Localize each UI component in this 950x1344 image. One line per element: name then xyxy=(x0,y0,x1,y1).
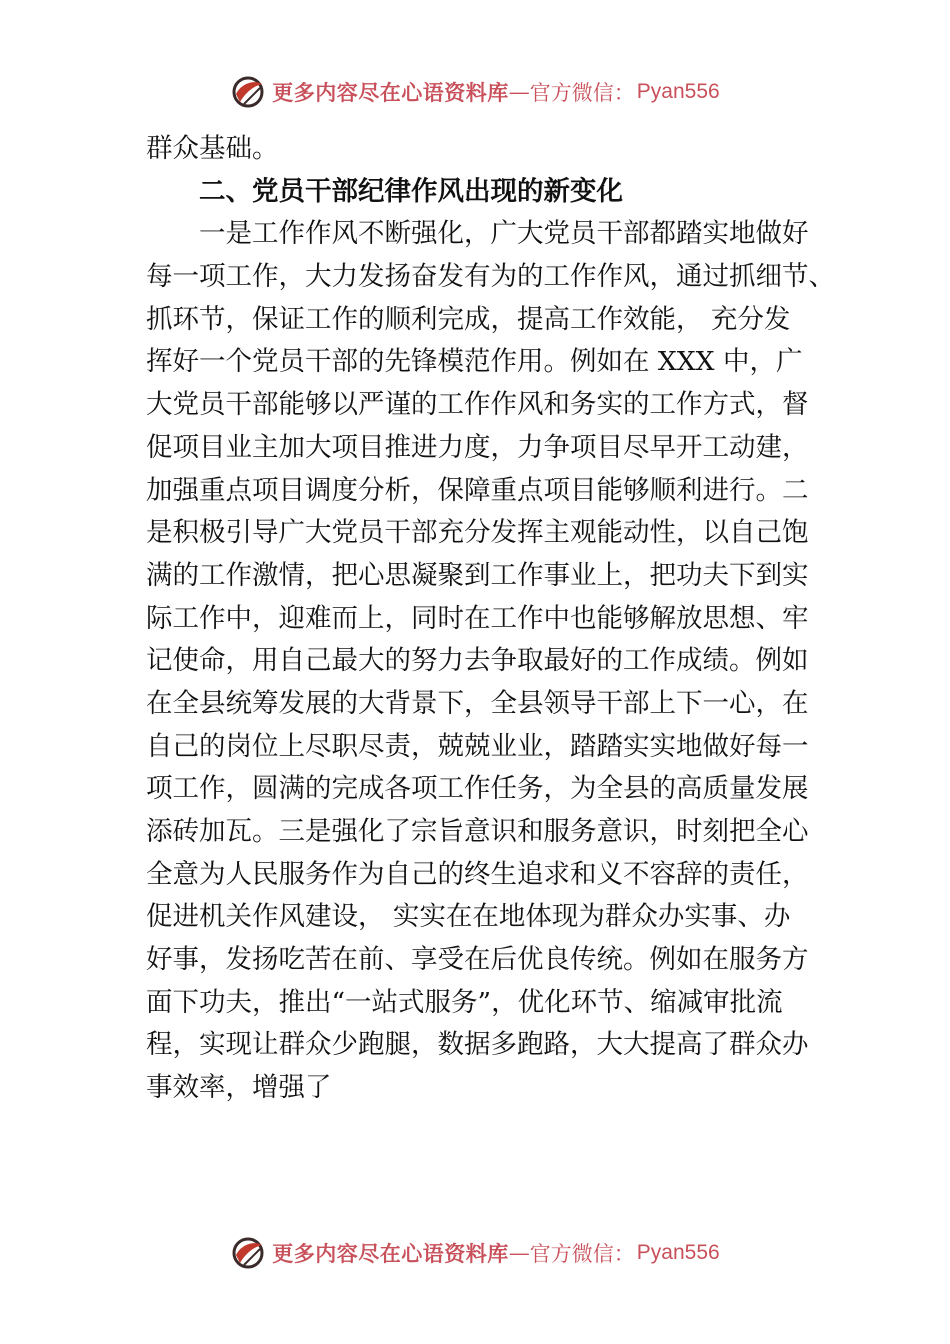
text-line: 程，实现让群众少跑腿，数据多跑路，大大提高了群众办 xyxy=(146,1029,809,1061)
banner-dash: — xyxy=(508,1241,530,1265)
text-line: 在全县统筹发展的大背景下，全县领导干部上下一心，在 xyxy=(146,687,809,719)
text-line: 大党员干部能够以严谨的工作作风和务实的工作方式，督 xyxy=(146,389,809,421)
banner-wechat-id: Pyan556 xyxy=(636,1241,720,1264)
section-heading: 二、党员干部纪律作风出现的新变化 xyxy=(199,175,623,207)
header-banner xyxy=(0,72,950,112)
text-line: 全意为人民服务作为自己的终生追求和义不容辞的责任， xyxy=(146,858,809,890)
text-line: 群众基础。 xyxy=(146,133,279,164)
text-line: 面下功夫，推出“一站式服务”，优化环节、缩减审批流 xyxy=(146,986,783,1018)
text-line: 际工作中，迎难而上，同时在工作中也能够解放思想、牢 xyxy=(146,602,809,634)
text-line: 每一项工作，大力发扬奋发有为的工作作风，通过抓细节、 xyxy=(146,261,835,293)
text-line: 好事，发扬吃苦在前、享受在后优良传统。例如在服务方 xyxy=(146,944,809,976)
text-line: 自己的岗位上尽职尽责，兢兢业业，踏踏实实地做好每一 xyxy=(146,730,809,762)
logo-icon xyxy=(230,1235,266,1271)
text-line: 添砖加瓦。三是强化了宗旨意识和服务意识，时刻把全心 xyxy=(146,816,809,847)
text-line: 抓环节，保证工作的顺利完成，提高工作效能， 充分发 xyxy=(146,303,791,335)
text-line: 事效率，增强了 xyxy=(146,1072,332,1104)
banner-dash: — xyxy=(508,80,530,104)
banner-wechat-label: 官方微信： xyxy=(529,81,635,105)
document-body xyxy=(146,128,836,1110)
text-line: 加强重点项目调度分析，保障重点项目能够顺利进行。二 xyxy=(146,474,809,506)
text-line: 促项目业主加大项目推进力度，力争项目尽早开工动建， xyxy=(146,431,809,463)
text-line: 是积极引导广大党员干部充分发挥主观能动性，以自己饱 xyxy=(146,517,809,549)
banner-wechat-id: Pyan556 xyxy=(636,80,720,103)
banner-wechat-label: 官方微信： xyxy=(529,1242,635,1266)
banner-title: 更多内容尽在心语资料库 xyxy=(272,1241,509,1266)
text-line: 促进机关作风建设， 实实在在地体现为群众办实事、办 xyxy=(146,901,791,933)
text-line: 一是工作作风不断强化，广大党员干部都踏实地做好 xyxy=(199,218,809,250)
footer-banner xyxy=(0,1233,950,1273)
text-line: 满的工作激情，把心思凝聚到工作事业上，把功夫下到实 xyxy=(146,559,809,591)
banner-title: 更多内容尽在心语资料库 xyxy=(272,80,509,105)
text-line: 记使命，用自己最大的努力去争取最好的工作成绩。例如 xyxy=(146,645,809,677)
text-line: 项工作，圆满的完成各项工作任务，为全县的高质量发展 xyxy=(146,773,809,805)
text-line: 挥好一个党员干部的先锋模范作用。例如在 XXX 中，广 xyxy=(146,346,803,378)
logo-icon xyxy=(230,74,266,110)
